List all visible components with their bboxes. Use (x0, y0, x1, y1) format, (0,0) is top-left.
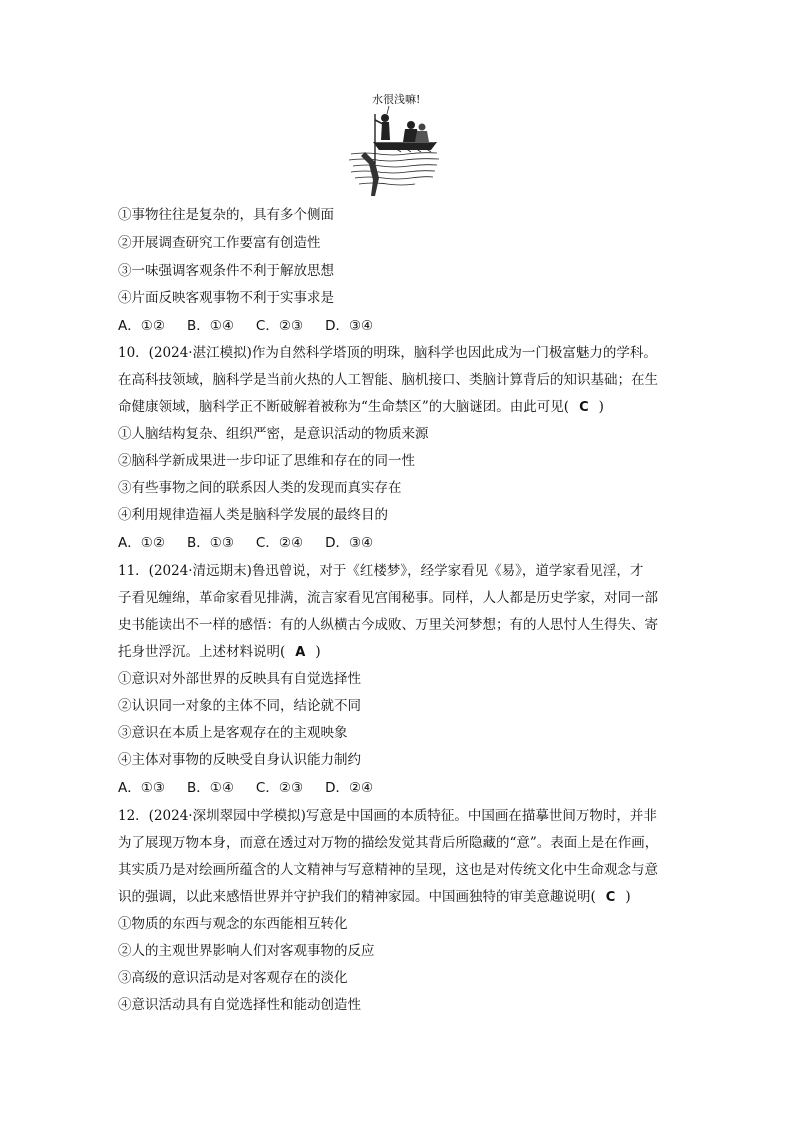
q10-stem-text: 命健康领域，脑科学正不断破解着被称为“生命禁区”的大脑谜团。由此可见( (118, 399, 570, 415)
q12-stem-3: 其实质乃是对绘画所蕴含的人文精神与写意精神的呈现，这也是对传统文化中生命观念与意 (118, 862, 658, 878)
q10-stem-2: 在高科技领域，脑科学是当前火热的人工智能、脑机接口、类脑计算背后的知识基础；在生 (118, 372, 658, 388)
q10-stem-1: 10．(2024·湛江模拟)作为自然科学塔顶的明珠，脑科学也因此成为一门极富魅力的学科。 (118, 345, 657, 361)
q9-options (118, 317, 373, 335)
q12-answer: C (605, 890, 616, 905)
q12-item-3: ③高级的意识活动是对客观存在的淡化 (118, 970, 348, 986)
q11-stem-2: 子看见缠绵，革命家看见排满，流言家看见宫闱秘事。同样，人人都是历史学家，对同一部 (118, 590, 658, 606)
q9-item-3: ③一味强调客观条件不利于解放思想 (118, 263, 334, 279)
q10-item-4: ④利用规律造福人类是脑科学发展的最终目的 (118, 507, 388, 523)
q11-item-2: ②认识同一对象的主体不同，结论就不同 (118, 698, 361, 714)
q12-stem-1: 12．(2024·深圳翠园中学模拟)写意是中国画的本质特征。中国画在描摹世间万物时，并非 (118, 808, 657, 824)
q12-stem-4 (118, 888, 631, 907)
q11-close-paren: ) (315, 644, 321, 660)
q11-stem-3: 史书能读出不一样的感悟：有的人纵横古今成败、万里关河梦想；有的人思忖人生得失、寄 (118, 617, 658, 633)
q11-stem-text: 托身世浮沉。上述材料说明( (118, 644, 286, 660)
q12-stem-2: 为了展现万物本身，而意在透过对万物的描绘发觉其背后所隐藏的“意”。表面上是在作画， (118, 835, 659, 851)
q11-stem-4 (118, 643, 321, 662)
q10-option-d: D．③④ (325, 535, 374, 551)
q12-item-4: ④意识活动具有自觉选择性和能动创造性 (118, 997, 361, 1013)
q12-stem-text: 识的强调，以此来感悟世界并守护我们的精神家园。中国画独特的审美意趣说明( (118, 889, 596, 905)
q11-options (118, 779, 373, 797)
q12-item-2: ②人的主观世界影响人们对客观事物的反应 (118, 943, 375, 959)
q10-answer: C (579, 400, 589, 415)
boat-measuring-water-cartoon-icon (345, 92, 445, 196)
q9-option-b: B．①④ (186, 318, 234, 334)
q11-option-c: C．②③ (255, 780, 304, 796)
q11-option-b: B．①④ (186, 780, 234, 796)
q9-option-c: C．②③ (255, 318, 304, 334)
q11-item-4: ④主体对事物的反映受自身认识能力制约 (118, 752, 361, 768)
q10-option-a: A．①② (118, 535, 165, 551)
q10-close-paren: ) (598, 399, 604, 415)
q11-item-3: ③意识在本质上是客观存在的主观映象 (118, 725, 348, 741)
q12-close-paren: ) (625, 889, 631, 905)
q9-option-d: D．③④ (325, 318, 374, 334)
q10-item-3: ③有些事物之间的联系因人类的发现而真实存在 (118, 480, 402, 496)
q10-option-b: B．①③ (186, 535, 234, 551)
q11-option-a: A．①③ (118, 780, 165, 796)
cartoon-caption: 水很浅嘛! (372, 93, 421, 106)
q11-option-d: D．②④ (325, 780, 374, 796)
q12-item-1: ①物质的东西与观念的东西能相互转化 (118, 916, 348, 932)
q10-options (118, 534, 373, 552)
q9-item-4: ④片面反映客观事物不利于实事求是 (118, 290, 334, 306)
q11-item-1: ①意识对外部世界的反映具有自觉选择性 (118, 671, 361, 687)
q11-answer: A (295, 645, 306, 660)
q9-option-a: A．①② (118, 318, 165, 334)
q9-item-2: ②开展调查研究工作要富有创造性 (118, 235, 321, 251)
q10-option-c: C．②④ (255, 535, 304, 551)
q10-stem-3 (118, 398, 604, 417)
q10-item-2: ②脑科学新成果进一步印证了思维和存在的同一性 (118, 453, 415, 469)
q11-stem-1: 11．(2024·清远期末)鲁迅曾说，对于《红楼梦》，经学家看见《易》，道学家看见淫，才 (118, 563, 644, 579)
q9-item-1: ①事物往往是复杂的，具有多个侧面 (118, 207, 334, 223)
q10-item-1: ①人脑结构复杂、组织严密，是意识活动的物质来源 (118, 426, 429, 442)
